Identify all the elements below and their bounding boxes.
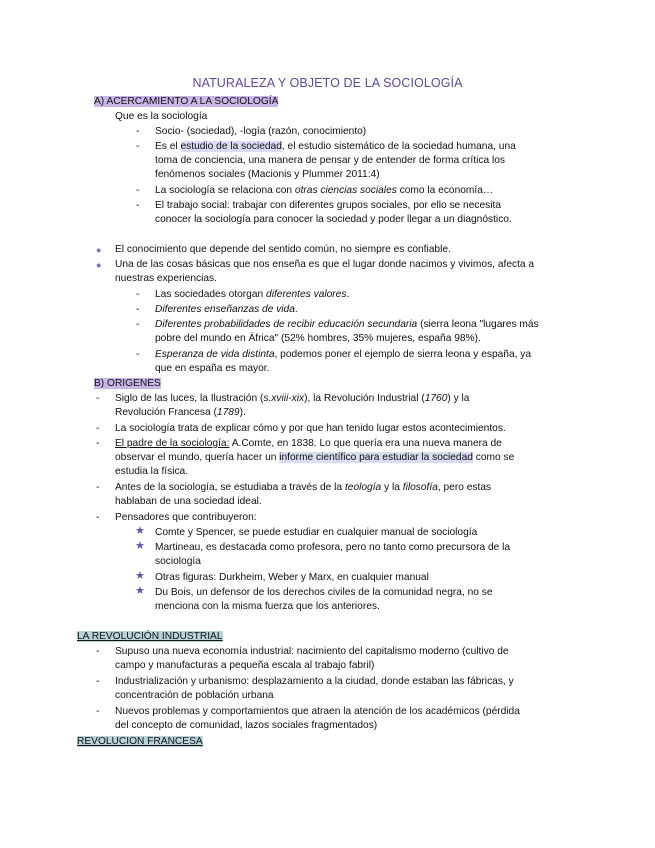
bullet-place-line2: nuestras experiencias.: [115, 273, 217, 284]
item-social-work: El trabajo social: trabajar con diferentes grupos sociales, por ello se necesita: [155, 200, 501, 211]
dash-marker: -: [96, 676, 100, 687]
thinker-martineau-line2: sociología: [155, 556, 201, 567]
thinker-comte: Comte y Spencer, se puede estudiar en cualquier manual de sociología: [155, 527, 478, 538]
sub-education-line2: pobre del mundo en África" (52% hombres, 35% mujeres, españa 98%).: [155, 333, 481, 344]
origins-father-line3: estudia la física.: [115, 466, 189, 477]
star-icon: ★: [135, 585, 145, 597]
dash-marker: -: [96, 393, 100, 404]
dash-marker: -: [136, 349, 140, 360]
page-title: NATURALEZA Y OBJETO DE LA SOCIOLOGÍA: [192, 76, 463, 90]
industrial-urbanism: Industrialización y urbanismo: desplazamiento a la ciudad, donde estaban las fábricas, y: [115, 676, 514, 687]
item-socio: Socio- (sociedad), -logía (razón, conocimiento): [155, 126, 367, 137]
item-definition-line3: fenómenos sociales (Macionis y Plummer 2011:4): [155, 169, 380, 180]
origins-father-line2: observar el mundo, quería hacer un informe científico para estudiar la sociedad como se: [115, 452, 515, 463]
section-b-heading: [94, 377, 161, 390]
item-definition: Es el estudio de la sociedad, el estudio sistemático de la sociedad humana, una: [155, 141, 516, 152]
thinker-dubois-line2: menciona con la misma fuerza que los anteriores.: [155, 601, 380, 612]
dash-marker: -: [136, 319, 140, 330]
star-icon: ★: [135, 525, 145, 537]
origins-thinkers: Pensadores que contribuyeron:: [115, 512, 257, 523]
dash-marker: -: [96, 512, 100, 523]
star-icon: ★: [135, 570, 145, 582]
dash-marker: -: [136, 304, 140, 315]
item-relation: La sociología se relaciona con otras ciencias sociales como la economía…: [155, 185, 494, 196]
industrial-urbanism-line2: concentración de población urbana: [115, 690, 274, 701]
bullet-place: Una de las cosas básicas que nos enseña es que el lugar donde nacimos y vivimos, afecta a: [115, 259, 535, 270]
section-b-heading-text: B) ORIGENES: [94, 378, 161, 389]
origins-explain: La sociología trata de explicar cómo y por que han tenido lugar estos acontecimientos.: [115, 423, 506, 434]
origins-father: El padre de la sociología: A.Comte, en 1838. Lo que quería era una nueva manera de: [115, 438, 502, 449]
industrial-economy: Supuso una nueva economía industrial: nacimiento del capitalismo moderno (cultivo de: [115, 646, 509, 657]
french-heading: [77, 735, 203, 748]
dash-marker: -: [136, 289, 140, 300]
sub-life-expectancy-line2: que en españa es mayor.: [155, 363, 270, 374]
item-social-work-line2: conocer la sociología para conocer la sociedad y poder llegar a un diagnóstico.: [155, 214, 512, 225]
industrial-problems-line2: del concepto de comunidad, lazos sociales fragmentados): [115, 720, 378, 731]
star-icon: ★: [135, 540, 145, 552]
sub-education: Diferentes probabilidades de recibir educación secundaria (sierra leona "lugares más: [155, 319, 539, 330]
bullet-dot: ●: [96, 245, 102, 255]
industrial-heading: [77, 630, 223, 643]
sub-values: Las sociedades otorgan diferentes valores.: [155, 289, 350, 300]
dash-marker: -: [136, 185, 140, 196]
bullet-common-sense: El conocimiento que depende del sentido común, no siempre es confiable.: [115, 244, 451, 255]
section-a-intro: Que es la sociología: [115, 111, 208, 122]
dash-marker: -: [136, 200, 140, 211]
section-a-heading: [94, 95, 278, 108]
origins-enlightenment: Siglo de las luces, la Ilustración (s.xviii-xix), la Revolución Industrial (1760) y la: [115, 393, 470, 404]
section-a-heading-text: A) ACERCAMIENTO A LA SOCIOLOGÍA: [94, 96, 279, 107]
industrial-problems: Nuevos problemas y comportamientos que atraen la atención de los académicos (pérdida: [115, 706, 520, 717]
thinker-others: Otras figuras: Durkheim, Weber y Marx, en cualquier manual: [155, 572, 429, 583]
industrial-economy-line2: campo y manufacturas a pequeña escala al trabajo fabril): [115, 660, 375, 671]
sub-teachings: Diferentes enseñanzas de vida.: [155, 304, 298, 315]
dash-marker: -: [96, 423, 100, 434]
dash-marker: -: [96, 482, 100, 493]
thinker-dubois: Du Bois, un defensor de los derechos civiles de la comunidad negra, no se: [155, 587, 493, 598]
origins-enlightenment-line2: Revolución Francesa (1789).: [115, 407, 246, 418]
industrial-heading-text: LA REVOLUCIÓN INDUSTRIAL: [77, 631, 223, 642]
bullet-dot: ●: [96, 260, 102, 270]
item-definition-line2: toma de conciencia, una manera de pensar y de entender de forma crítica los: [155, 155, 505, 166]
sub-life-expectancy: Esperanza de vida distinta, podemos poner el ejemplo de sierra leona y españa, ya: [155, 349, 532, 360]
dash-marker: -: [136, 141, 140, 152]
dash-marker: -: [96, 706, 100, 717]
french-heading-text: REVOLUCION FRANCESA: [77, 736, 203, 747]
dash-marker: -: [96, 646, 100, 657]
dash-marker: -: [136, 126, 140, 137]
dash-marker: -: [96, 438, 100, 449]
origins-before-line2: hablaban de una sociedad ideal.: [115, 496, 262, 507]
thinker-martineau: Martineau, es destacada como profesora, pero no tanto como precursora de la: [155, 542, 511, 553]
origins-before: Antes de la sociología, se estudiaba a través de la teología y la filosofía, pero estas: [115, 482, 492, 493]
